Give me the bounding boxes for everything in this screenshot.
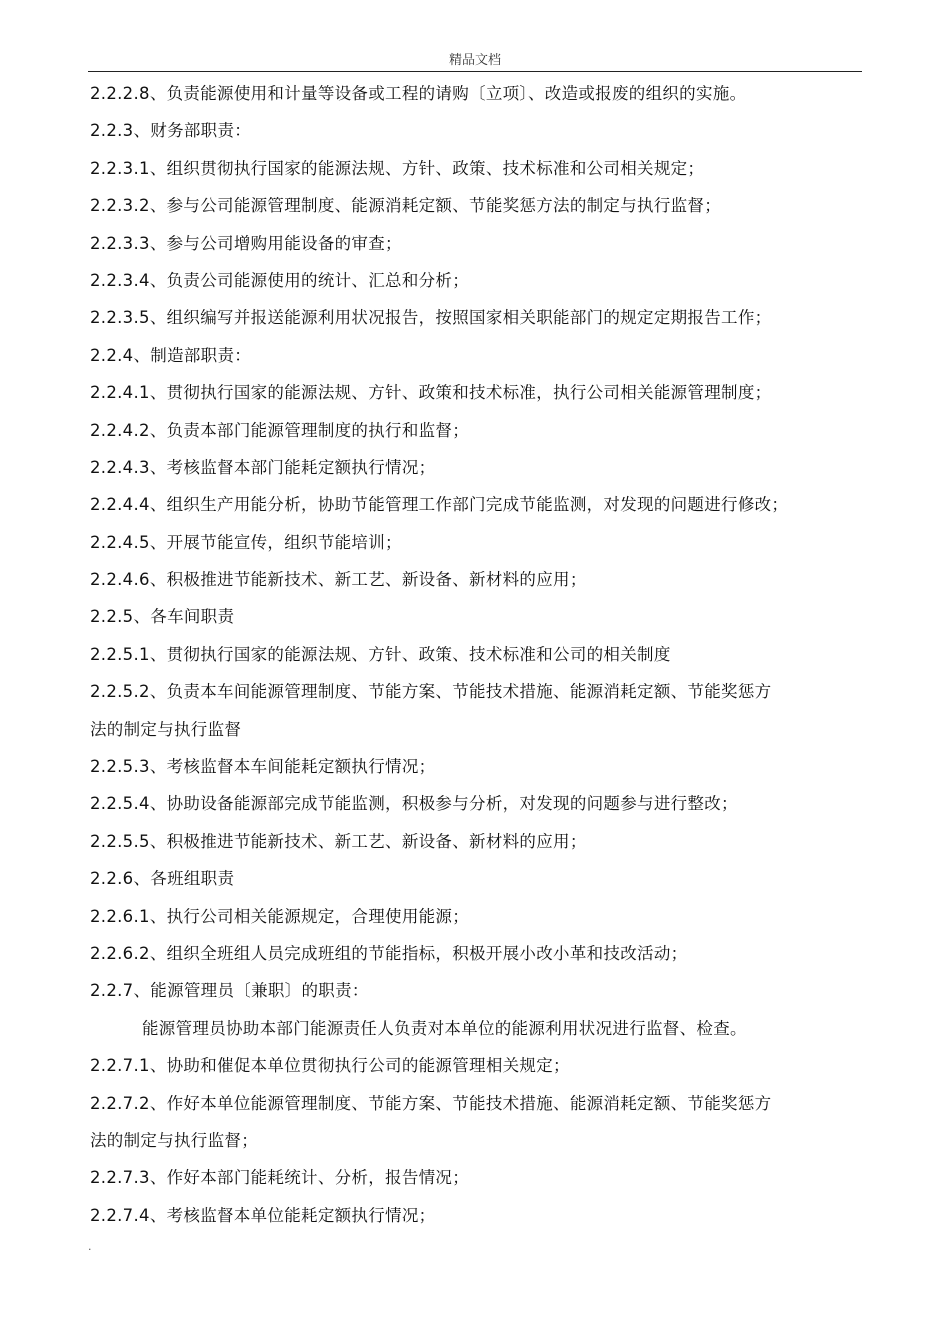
document-line: 2.2.7.1、协助和催促本单位贯彻执行公司的能源管理相关规定； <box>90 1056 570 1076</box>
document-line: 2.2.3.1、组织贯彻执行国家的能源法规、方针、政策、技术标准和公司相关规定； <box>90 158 705 178</box>
document-line: 能源管理员协助本部门能源责任人负责对本单位的能源利用状况进行监督、检查。 <box>142 1018 747 1038</box>
document-line: 2.2.5、各车间职责 <box>90 607 235 627</box>
document-line: 2.2.3.4、负责公司能源使用的统计、汇总和分析； <box>90 270 470 290</box>
document-line: 2.2.7.2、作好本单位能源管理制度、节能方案、节能技术措施、能源消耗定额、节能奖惩方 <box>90 1093 772 1113</box>
document-line: 2.2.5.5、积极推进节能新技术、新工艺、新设备、新材料的应用； <box>90 831 587 851</box>
document-line: 2.2.7、能源管理员〔兼职〕的职责： <box>90 981 369 1001</box>
document-line: 2.2.5.2、负责本车间能源管理制度、节能方案、节能技术措施、能源消耗定额、节能奖惩方 <box>90 682 772 702</box>
document-line: 2.2.7.4、考核监督本单位能耗定额执行情况； <box>90 1205 436 1225</box>
document-line: 2.2.3、财务部职责： <box>90 121 252 141</box>
document-line: 2.2.6.2、组织全班组人员完成班组的节能指标，积极开展小改小革和技改活动； <box>90 943 688 963</box>
document-line: 法的制定与执行监督 <box>90 719 242 739</box>
document-line: 2.2.2.8、负责能源使用和计量等设备或工程的请购〔立项〕、改造或报废的组织的实施。 <box>90 84 747 103</box>
document-line: 2.2.6、各班组职责 <box>90 869 235 889</box>
document-line: 2.2.5.3、考核监督本车间能耗定额执行情况； <box>90 757 436 777</box>
page-header: 精品文档 <box>448 53 501 68</box>
document-line: 2.2.3.5、组织编写并报送能源利用状况报告，按照国家相关职能部门的规定定期报告工作； <box>90 308 772 328</box>
footer-mark: . <box>88 1240 92 1253</box>
document-line: 2.2.4、制造部职责： <box>90 345 252 365</box>
document-line: 2.2.4.6、积极推进节能新技术、新工艺、新设备、新材料的应用； <box>90 570 587 590</box>
document-body <box>90 75 868 1234</box>
document-line: 2.2.4.5、开展节能宣传，组织节能培训； <box>90 532 402 552</box>
document-line: 2.2.3.3、参与公司增购用能设备的审查； <box>90 233 402 253</box>
document-line: 法的制定与执行监督； <box>90 1130 258 1150</box>
header-rule <box>88 71 862 72</box>
document-line: 2.2.4.4、组织生产用能分析，协助节能管理工作部门完成节能监测，对发现的问题进行修改； <box>90 495 789 515</box>
document-line: 2.2.4.1、贯彻执行国家的能源法规、方针、政策和技术标准，执行公司相关能源管理制度； <box>90 383 772 403</box>
document-line: 2.2.7.3、作好本部门能耗统计、分析，报告情况； <box>90 1168 470 1188</box>
document-line: 2.2.5.1、贯彻执行国家的能源法规、方针、政策、技术标准和公司的相关制度 <box>90 644 671 664</box>
document-line: 2.2.5.4、协助设备能源部完成节能监测，积极参与分析，对发现的问题参与进行整改； <box>90 794 738 814</box>
document-line: 2.2.3.2、参与公司能源管理制度、能源消耗定额、节能奖惩方法的制定与执行监督； <box>90 196 722 216</box>
document-line: 2.2.4.2、负责本部门能源管理制度的执行和监督； <box>90 420 470 440</box>
document-line: 2.2.4.3、考核监督本部门能耗定额执行情况； <box>90 457 436 477</box>
document-line: 2.2.6.1、执行公司相关能源规定，合理使用能源； <box>90 906 470 926</box>
